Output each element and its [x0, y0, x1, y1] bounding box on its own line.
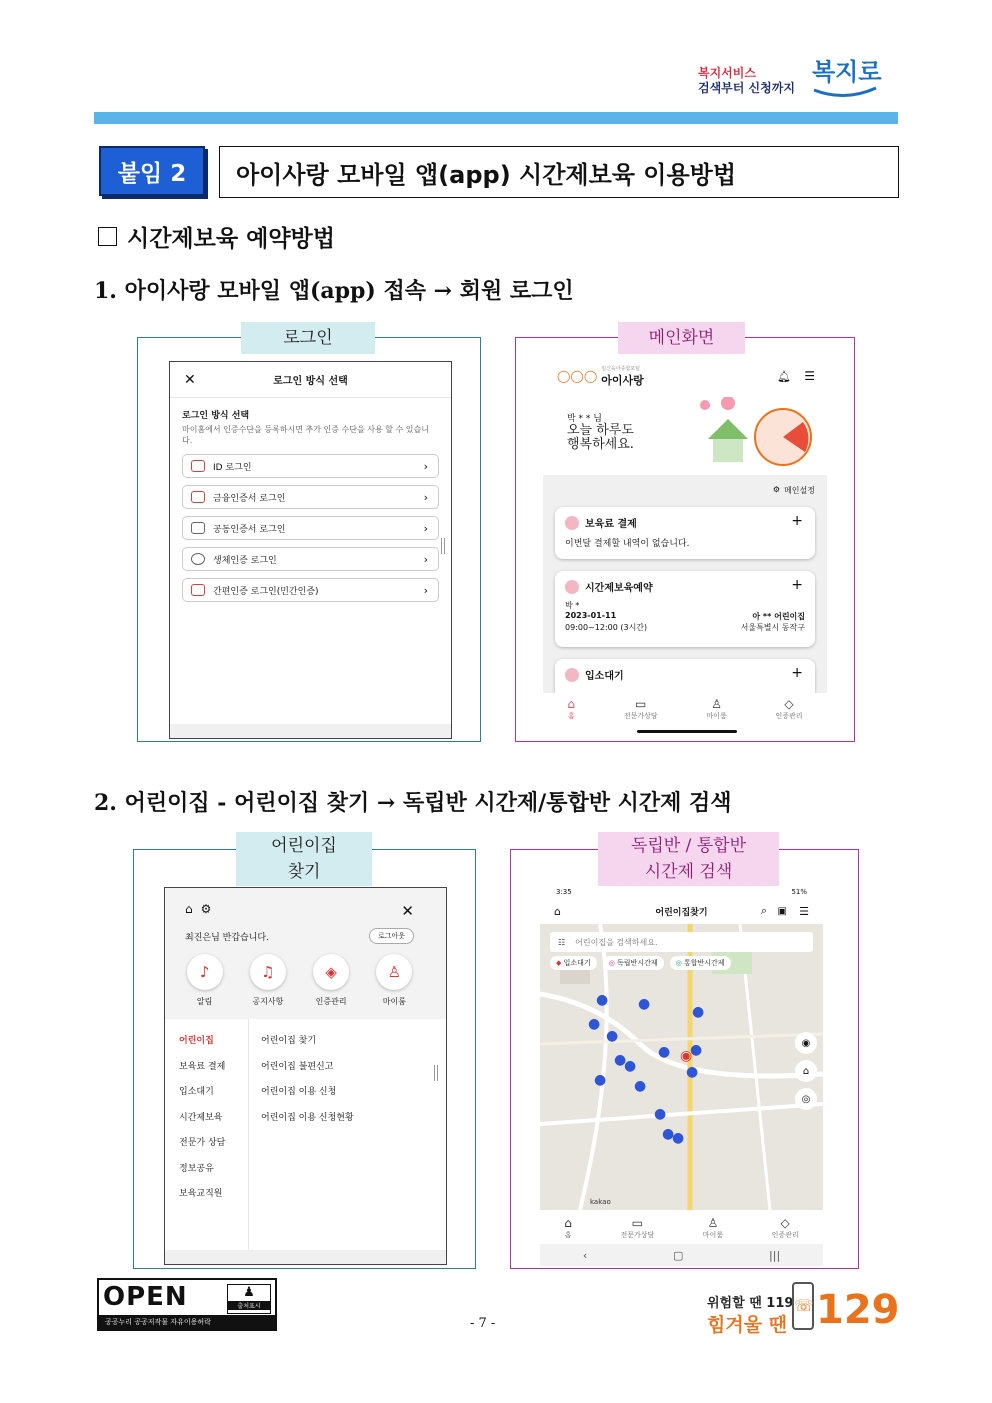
- status-time: 3:35: [556, 888, 572, 896]
- hourly-care-card[interactable]: [555, 571, 815, 647]
- menu-expert[interactable]: 전문가 상담: [179, 1138, 226, 1148]
- page-title: 아이사랑 모바일 앱(app) 시간제보육 이용방법: [219, 146, 899, 198]
- document-icon: [191, 522, 205, 534]
- right-menu: [249, 1019, 446, 1251]
- reservation-time: 09:00~12:00 (3시간): [565, 623, 648, 632]
- map-credit: kakao: [590, 1198, 611, 1206]
- back-icon[interactable]: ‹: [582, 1248, 588, 1262]
- search-icon[interactable]: ⌕: [760, 904, 767, 917]
- section-heading: [98, 220, 335, 253]
- main-tag: 메인화면: [618, 322, 745, 354]
- eye-icon[interactable]: ◉: [795, 1032, 817, 1054]
- page-number: - 7 -: [470, 1316, 496, 1331]
- tab-home[interactable]: [567, 697, 575, 721]
- hotline-line1: 위험할 땐 119: [707, 1296, 794, 1311]
- search-tag: [598, 832, 779, 886]
- location-pin-icon[interactable]: ●: [658, 1044, 671, 1060]
- filter-independent[interactable]: [603, 956, 664, 970]
- phone-icon: ☏: [792, 1282, 814, 1330]
- gear-icon: ⚙: [772, 485, 781, 494]
- financial-cert-login-button[interactable]: [182, 485, 439, 509]
- home-button-icon[interactable]: ▢: [672, 1248, 684, 1262]
- tab-label: 인증관리: [775, 712, 803, 720]
- announcement-button[interactable]: [250, 954, 286, 1007]
- location-pin-icon[interactable]: ●: [686, 1064, 699, 1080]
- tag-line: 독립반 / 통합반: [630, 836, 747, 856]
- tab-expert[interactable]: [620, 1216, 654, 1240]
- greeting-line2: 행복하세요.: [567, 437, 634, 452]
- list-icon: ☷: [558, 937, 566, 947]
- option-label: 공동인증서 로그인: [213, 524, 286, 535]
- find-screenshot: [164, 887, 447, 1265]
- tab-home[interactable]: [564, 1216, 572, 1240]
- home-indicator: [637, 730, 737, 733]
- home-icon: ⌂: [564, 1216, 572, 1230]
- user-greeting: 최진은님 반갑습니다.: [185, 933, 269, 943]
- tab-bar: [540, 1212, 823, 1242]
- tab-expert[interactable]: [624, 697, 658, 721]
- notice-alarm-button[interactable]: [187, 954, 223, 1007]
- login-tag: 로그인: [241, 322, 375, 354]
- option-label: 생체인증 로그인: [213, 555, 277, 566]
- menu-waitlist[interactable]: 입소대기: [179, 1087, 214, 1097]
- quick-label: 공지사항: [252, 997, 284, 1006]
- tag-line: 시간제 검색: [644, 862, 733, 882]
- chat-icon: ▭: [635, 697, 647, 711]
- scrollbar[interactable]: [441, 538, 445, 554]
- id-card-icon: [191, 460, 205, 472]
- greeting-line1: 오늘 하루도: [567, 423, 634, 438]
- location-pin-icon[interactable]: ●: [654, 1106, 667, 1122]
- home-icon[interactable]: ⌂: [554, 904, 561, 918]
- android-nav-bar: [540, 1244, 823, 1266]
- location-pin-icon[interactable]: ●: [638, 996, 651, 1012]
- location-pin-icon[interactable]: ●: [594, 1072, 607, 1088]
- status-bar: [540, 886, 823, 898]
- bottom-handle: [165, 1250, 446, 1264]
- location-pin-icon[interactable]: ●: [634, 1078, 647, 1094]
- logo-swoosh-icon: [812, 86, 878, 100]
- location-pin-icon[interactable]: ●: [662, 1126, 675, 1142]
- tab-myroom[interactable]: [706, 697, 726, 721]
- fingerprint-icon: [191, 553, 205, 565]
- status-battery: 51%: [791, 888, 807, 896]
- tab-label: 마이룸: [706, 712, 727, 720]
- user-icon: ♙: [711, 697, 722, 711]
- location-pin-icon[interactable]: ●: [606, 1028, 619, 1044]
- close-icon[interactable]: ✕: [184, 371, 196, 388]
- submenu-find[interactable]: 어린이집 찾기: [261, 1036, 317, 1046]
- card-title: 입소대기: [585, 671, 624, 682]
- card-body: 이번달 결제할 내역이 없습니다.: [565, 539, 690, 549]
- location-pin-icon[interactable]: ●: [624, 1058, 637, 1074]
- menu-staff[interactable]: 보육교직원: [179, 1189, 223, 1199]
- simple-cert-login-button[interactable]: [182, 578, 439, 602]
- checkbox-icon: [98, 227, 117, 246]
- plus-icon[interactable]: +: [791, 665, 803, 681]
- filter-label: 입소대기: [563, 959, 591, 967]
- card-title: 보육료 결제: [585, 519, 637, 530]
- chevron-right-icon: ›: [423, 521, 428, 535]
- eye-icon: [565, 668, 579, 682]
- gear-icon[interactable]: ⚙: [200, 902, 212, 916]
- section-heading-text: 시간제보육 예약방법: [127, 226, 335, 252]
- step-1-heading: 1. 아이사랑 모바일 앱(app) 접속 → 회원 로그인: [94, 278, 574, 304]
- login-section-title: 로그인 방식 선택: [182, 411, 250, 421]
- location-pin-icon[interactable]: ●: [596, 992, 609, 1008]
- tab-label: 마이룸: [702, 1231, 724, 1239]
- location-pin-icon[interactable]: ●: [690, 1042, 703, 1058]
- login-description: 마이홈에서 인증수단을 등록하시면 추가 인증 수단을 사용 할 수 있습니다.: [182, 425, 429, 445]
- chevron-right-icon: ›: [423, 490, 428, 504]
- tab-myroom[interactable]: [703, 1216, 723, 1240]
- filter-label: 독립반시간제: [617, 959, 658, 967]
- tag-line: 어린이집: [271, 836, 337, 856]
- close-icon[interactable]: ✕: [401, 902, 414, 920]
- open-sub: 공공누리 공공저작물 자유이용허락: [99, 1315, 275, 1329]
- id-login-button[interactable]: [182, 454, 439, 478]
- filter-icon: ◆: [556, 959, 562, 967]
- open-label: OPEN: [103, 1282, 188, 1312]
- chevron-right-icon: ›: [423, 583, 428, 597]
- appendix-badge: 붙임 2: [99, 146, 205, 196]
- filter-integrated[interactable]: [670, 956, 731, 970]
- brand-tagline: [698, 66, 795, 96]
- tab-label: 전문가상담: [623, 712, 658, 720]
- location-pin-icon[interactable]: ●: [614, 1052, 627, 1068]
- main-settings-button[interactable]: [773, 485, 815, 496]
- bottom-handle: [170, 724, 451, 738]
- recents-icon[interactable]: |||: [769, 1248, 781, 1262]
- myroom-button[interactable]: [376, 954, 412, 1007]
- scrollbar[interactable]: [434, 1065, 438, 1081]
- joint-cert-login-button[interactable]: [182, 516, 439, 540]
- filter-waitlist[interactable]: [550, 956, 597, 970]
- payment-card[interactable]: [555, 507, 815, 559]
- quick-label: 인증관리: [315, 997, 347, 1006]
- menu-daycare[interactable]: 어린이집: [179, 1036, 214, 1046]
- search-placeholder: 어린이집을 검색하세요.: [575, 937, 658, 947]
- clock-icon: [565, 580, 579, 594]
- center-address: 서울특별시 동작구: [740, 623, 805, 632]
- home-icon: ⌂: [567, 697, 576, 711]
- menu-icon[interactable]: ☰: [799, 904, 809, 918]
- app-name: 아이사랑: [601, 373, 644, 387]
- tab-label: 홈: [567, 712, 575, 720]
- payment-icon: [565, 516, 579, 530]
- submenu-status[interactable]: 어린이집 이용 신청현황: [261, 1112, 354, 1123]
- financial-cert-icon: [191, 491, 205, 503]
- location-pin-icon[interactable]: ●: [588, 1016, 601, 1032]
- plus-icon[interactable]: +: [791, 577, 803, 593]
- app-logo-icon: ◯◯◯: [557, 369, 598, 383]
- center-name: 아 ** 어린이집: [752, 612, 805, 621]
- bell-icon: ♪: [187, 954, 223, 990]
- playground-illustration: [693, 397, 823, 472]
- submenu-apply[interactable]: 어린이집 이용 신청: [261, 1087, 337, 1097]
- greeting-name: 박 * * 님: [567, 414, 602, 424]
- hotline-number: 129: [816, 1287, 900, 1333]
- menu-info-share[interactable]: 정보공유: [179, 1163, 214, 1174]
- option-label: 금융인증서 로그인: [213, 493, 286, 504]
- location-pin-icon[interactable]: ●: [692, 1004, 705, 1020]
- biometric-login-button[interactable]: [182, 547, 439, 571]
- home-icon[interactable]: ⌂: [795, 1060, 817, 1082]
- menu-payment[interactable]: 보육료 결제: [179, 1061, 226, 1072]
- microphone-icon: ♫: [250, 954, 286, 990]
- search-screen-title: 어린이집찾기: [655, 907, 708, 918]
- tab-label: 인증관리: [771, 1231, 799, 1239]
- current-location-icon[interactable]: ◉: [680, 1048, 693, 1064]
- option-label: 간편인증 로그인(민간인증): [213, 586, 319, 597]
- left-menu: [165, 1019, 249, 1251]
- tab-auth[interactable]: [772, 1216, 799, 1240]
- attribution-label: 출처표시: [228, 1301, 270, 1310]
- main-screenshot: [543, 357, 827, 737]
- tab-label: 전문가상담: [620, 1231, 655, 1239]
- home-icon[interactable]: ⌂: [185, 902, 193, 916]
- brand-line2: 검색부터 신청까지: [698, 81, 795, 95]
- option-label: ID 로그인: [213, 462, 252, 473]
- quick-label: 마이룸: [382, 997, 406, 1006]
- bokjiro-logo: 복지로: [812, 57, 882, 86]
- tag-line: 찾기: [287, 862, 321, 882]
- shield-icon: ◇: [784, 697, 794, 711]
- location-pin-icon[interactable]: ●: [672, 1130, 685, 1146]
- attribution-badge: [227, 1284, 271, 1314]
- find-tag: [236, 832, 372, 886]
- main-settings-label: 메인설정: [784, 486, 815, 495]
- auth-manage-button[interactable]: [313, 954, 349, 1007]
- chevron-right-icon: ›: [423, 552, 428, 566]
- menu-icon[interactable]: ☰: [804, 369, 815, 383]
- user-icon: ♙: [707, 1216, 719, 1230]
- simple-cert-icon: [191, 584, 205, 596]
- menu-hourly-care[interactable]: 시간제보육: [179, 1112, 223, 1123]
- header-bar: [94, 112, 898, 124]
- brand-line1: 복지서비스: [698, 66, 756, 80]
- search-screenshot: [540, 886, 823, 1266]
- shield-icon: ◈: [313, 954, 349, 990]
- submenu-complaint[interactable]: 어린이집 불편신고: [261, 1061, 334, 1072]
- layers-icon[interactable]: ◎: [795, 1088, 817, 1110]
- filter-label: 통합반시간제: [683, 959, 725, 967]
- hotline-line2: 힘겨울 땐: [707, 1314, 788, 1336]
- child-name: 박 *: [565, 601, 580, 610]
- map-search-input[interactable]: [550, 932, 813, 952]
- map-view[interactable]: [540, 924, 823, 1210]
- login-screenshot: [169, 361, 452, 739]
- filter-icon: ◎: [608, 959, 615, 967]
- bookmark-icon[interactable]: ▣: [777, 905, 787, 917]
- person-icon: ♟: [243, 1285, 255, 1300]
- shield-icon: ◇: [780, 1216, 790, 1230]
- card-title: 시간제보육예약: [585, 583, 653, 594]
- tab-bar: [543, 693, 827, 737]
- tab-auth[interactable]: [776, 697, 803, 721]
- quick-label: 알림: [196, 997, 213, 1006]
- open-license-logo: [97, 1278, 277, 1331]
- step-2-heading: 2. 어린이집 - 어린이집 찾기 → 독립반 시간제/통합반 시간제 검색: [94, 790, 732, 816]
- tab-label: 홈: [564, 1231, 572, 1239]
- user-icon: ♙: [376, 954, 412, 990]
- filter-icon: ◎: [675, 959, 682, 967]
- reservation-date: 2023-01-11: [565, 611, 617, 620]
- app-subtitle: 임신육아종합포털: [601, 365, 640, 372]
- login-screen-title: 로그인 방식 선택: [273, 376, 348, 387]
- logout-button[interactable]: 로그아웃: [369, 928, 414, 944]
- plus-icon[interactable]: +: [791, 513, 803, 529]
- chat-icon: ▭: [631, 1216, 644, 1230]
- chevron-right-icon: ›: [423, 459, 428, 473]
- bell-icon[interactable]: 🔔︎: [777, 369, 791, 383]
